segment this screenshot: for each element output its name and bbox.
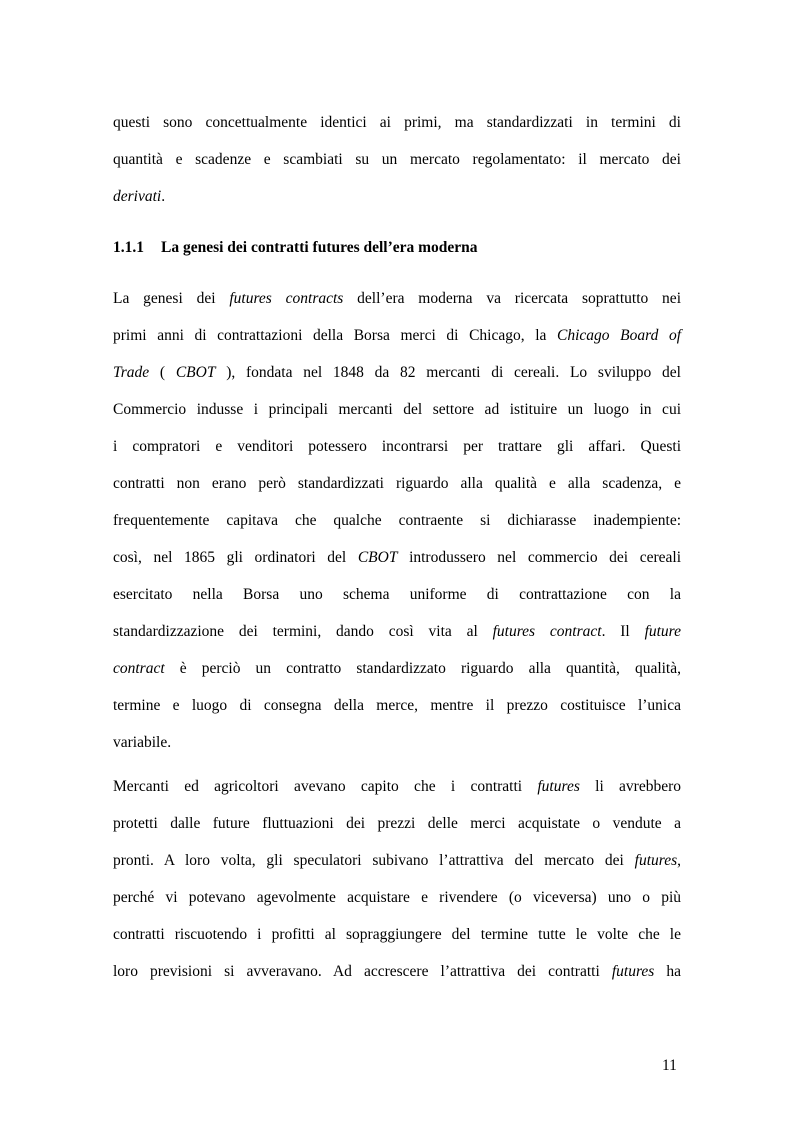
text-line: contratti riscuotendo i profitti al sopraggiungere del termine tutte le volte che le [113,926,681,943]
text-fragment: Mercanti ed agricoltori avevano capito che i contratti [113,778,538,795]
paragraph-merchants [113,768,681,990]
italic-term: CBOT [357,549,398,566]
text-line [113,280,681,317]
text-line: esercitato nella Borsa uno schema uniforme di contrattazione con la [113,586,681,603]
text-fragment: pronti. A loro volta, gli speculatori subivano l’attrattiva del mercato dei [113,852,635,869]
text-fragment: è perciò un contratto standardizzato riguardo alla quantità, qualità, [164,660,681,677]
section-heading [113,229,681,266]
text-fragment: così, nel 1865 gli ordinatori del [113,549,358,566]
text-fragment: primi anni di contrattazioni della Borsa merci di Chicago, la [113,327,558,344]
text-fragment: dell’era moderna va ricercata soprattutto nei [343,290,681,307]
text-line: protetti dalle future fluttuazioni dei prezzi delle merci acquistate o vendute a [113,815,681,832]
text-line [113,842,681,879]
text-fragment: ), fondata nel 1848 da 82 mercanti di cereali. Lo sviluppo del [215,364,681,381]
italic-term: futures [634,852,678,869]
text-line: questi sono concettualmente identici ai primi, ma standardizzati in termini di [113,114,681,131]
italic-term: futures contract [492,623,602,640]
italic-term: futures [537,778,580,795]
text-line [113,317,681,354]
page-number: 11 [662,1057,677,1074]
text-fragment: . Il [601,623,645,640]
text-line: perché vi potevano agevolmente acquistare e rivendere (o viceversa) uno o più [113,889,681,906]
text-fragment: loro previsioni si avveravano. Ad accrescere l’attrattiva dei contratti [113,963,612,980]
text-line: termine e luogo di consegna della merce, mentre il prezzo costituisce l’unica [113,697,681,714]
paragraph-intro [113,104,681,215]
text-fragment: introdussero nel commercio dei cereali [397,549,682,566]
text-fragment: ha [654,963,681,980]
italic-term: derivati [113,188,162,205]
italic-term: Trade [113,364,150,381]
text-line: variabile. [113,734,172,751]
italic-term: CBOT [175,364,216,381]
text-fragment: , [677,852,681,869]
page-body [113,104,681,990]
text-line [113,178,681,215]
text-line: quantità e scadenze e scambiati su un mercato regolamentato: il mercato dei [113,151,681,168]
text-line: i compratori e venditori potessero incontrarsi per trattare gli affari. Questi [113,438,681,455]
italic-term: futures contracts [229,290,344,307]
italic-term: contract [113,660,165,677]
text-fragment: . [161,188,166,205]
text-fragment: La genesi dei [113,290,230,307]
text-fragment: standardizzazione dei termini, dando così vita al [113,623,493,640]
section-title: La genesi dei contratti futures dell’era moderna [161,239,478,256]
italic-term: futures [611,963,655,980]
text-line [113,354,681,391]
text-line: frequentemente capitava che qualche contraente si dichiarasse inadempiente: [113,512,681,529]
text-line [113,539,681,576]
text-fragment: li avrebbero [579,778,681,795]
text-line [113,650,681,687]
paragraph-genesis [113,280,681,761]
italic-term: Chicago Board of [557,327,681,344]
text-line [113,613,681,650]
section-number: 1.1.1 [113,239,144,256]
text-line [113,768,681,805]
text-line: contratti non erano però standardizzati riguardo alla qualità e alla scadenza, e [113,475,681,492]
text-fragment: ( [149,364,176,381]
text-line [113,953,681,990]
text-line: Commercio indusse i principali mercanti del settore ad istituire un luogo in cui [113,401,681,418]
italic-term: future [644,623,682,640]
